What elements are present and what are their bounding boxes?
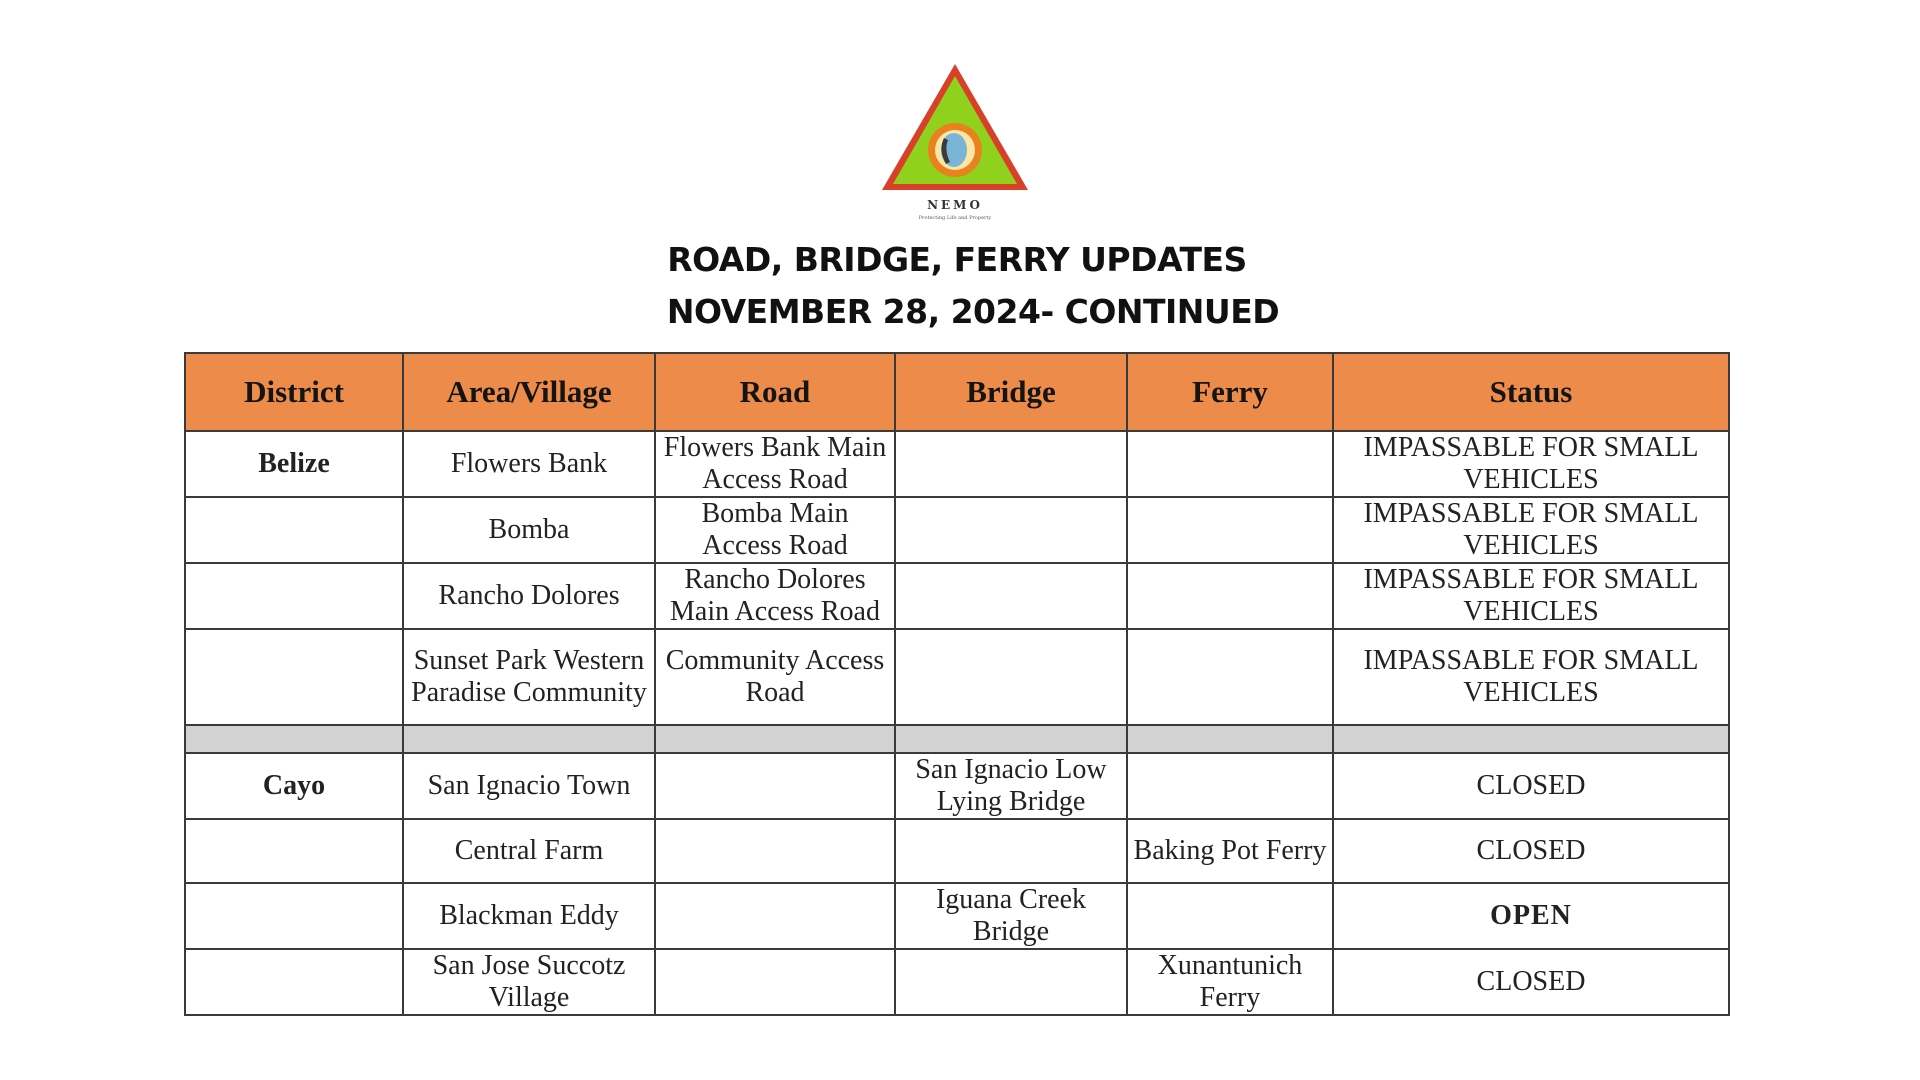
area-cell: Flowers Bank <box>403 431 655 497</box>
table-row <box>185 819 1729 883</box>
road-cell <box>655 753 895 819</box>
ferry-cell: Baking Pot Ferry <box>1127 819 1333 883</box>
district-cell <box>185 563 403 629</box>
table-row <box>185 949 1729 1015</box>
bridge-cell <box>895 431 1127 497</box>
nemo-logo-graphic <box>870 58 1040 223</box>
area-cell: Sunset Park Western Paradise Community <box>403 629 655 725</box>
ferry-cell <box>1127 563 1333 629</box>
ferry-cell <box>1127 753 1333 819</box>
bridge-cell <box>895 563 1127 629</box>
table-row <box>185 883 1729 949</box>
area-cell: San Ignacio Town <box>403 753 655 819</box>
bridge-cell <box>895 949 1127 1015</box>
table-row <box>185 431 1729 497</box>
district-cell: Cayo <box>185 753 403 819</box>
header-status: Status <box>1333 353 1729 431</box>
updates-table <box>184 352 1730 1016</box>
ferry-cell <box>1127 629 1333 725</box>
area-cell: San Jose Succotz Village <box>403 949 655 1015</box>
status-cell: IMPASSABLE FOR SMALL VEHICLES <box>1333 497 1729 563</box>
page-title-line-2: NOVEMBER 28, 2024- CONTINUED <box>666 292 1280 331</box>
ferry-cell <box>1127 497 1333 563</box>
district-cell <box>185 497 403 563</box>
status-cell: CLOSED <box>1333 753 1729 819</box>
ferry-cell <box>1127 431 1333 497</box>
bridge-cell <box>895 497 1127 563</box>
header-bridge: Bridge <box>895 353 1127 431</box>
area-cell: Central Farm <box>403 819 655 883</box>
status-cell: CLOSED <box>1333 819 1729 883</box>
status-cell: CLOSED <box>1333 949 1729 1015</box>
bridge-cell <box>895 629 1127 725</box>
svg-text:Protecting Life and Property: Protecting Life and Property <box>918 215 992 221</box>
table-header-row <box>185 353 1729 431</box>
bridge-cell: San Ignacio Low Lying Bridge <box>895 753 1127 819</box>
status-cell: OPEN <box>1333 883 1729 949</box>
road-cell: Community Access Road <box>655 629 895 725</box>
header-ferry: Ferry <box>1127 353 1333 431</box>
area-cell: Bomba <box>403 497 655 563</box>
district-cell <box>185 629 403 725</box>
section-separator-row <box>185 725 1729 753</box>
district-cell <box>185 949 403 1015</box>
header-district: District <box>185 353 403 431</box>
bridge-cell: Iguana Creek Bridge <box>895 883 1127 949</box>
bridge-cell <box>895 819 1127 883</box>
table-row <box>185 753 1729 819</box>
district-cell <box>185 883 403 949</box>
district-cell <box>185 819 403 883</box>
svg-text:NEMO: NEMO <box>927 198 983 212</box>
road-cell: Bomba Main Access Road <box>655 497 895 563</box>
header-area-village: Area/Village <box>403 353 655 431</box>
status-cell: IMPASSABLE FOR SMALL VEHICLES <box>1333 431 1729 497</box>
district-cell: Belize <box>185 431 403 497</box>
page-title-line-1: ROAD, BRIDGE, FERRY UPDATES <box>667 240 1247 279</box>
table-row <box>185 563 1729 629</box>
area-cell: Rancho Dolores <box>403 563 655 629</box>
road-cell <box>655 949 895 1015</box>
ferry-cell: Xunantunich Ferry <box>1127 949 1333 1015</box>
status-cell: IMPASSABLE FOR SMALL VEHICLES <box>1333 563 1729 629</box>
road-cell <box>655 883 895 949</box>
nemo-logo <box>870 58 1040 223</box>
area-cell: Blackman Eddy <box>403 883 655 949</box>
table-row <box>185 629 1729 725</box>
status-cell: IMPASSABLE FOR SMALL VEHICLES <box>1333 629 1729 725</box>
road-cell: Flowers Bank Main Access Road <box>655 431 895 497</box>
header-road: Road <box>655 353 895 431</box>
ferry-cell <box>1127 883 1333 949</box>
table-row <box>185 497 1729 563</box>
road-cell <box>655 819 895 883</box>
road-cell: Rancho Dolores Main Access Road <box>655 563 895 629</box>
